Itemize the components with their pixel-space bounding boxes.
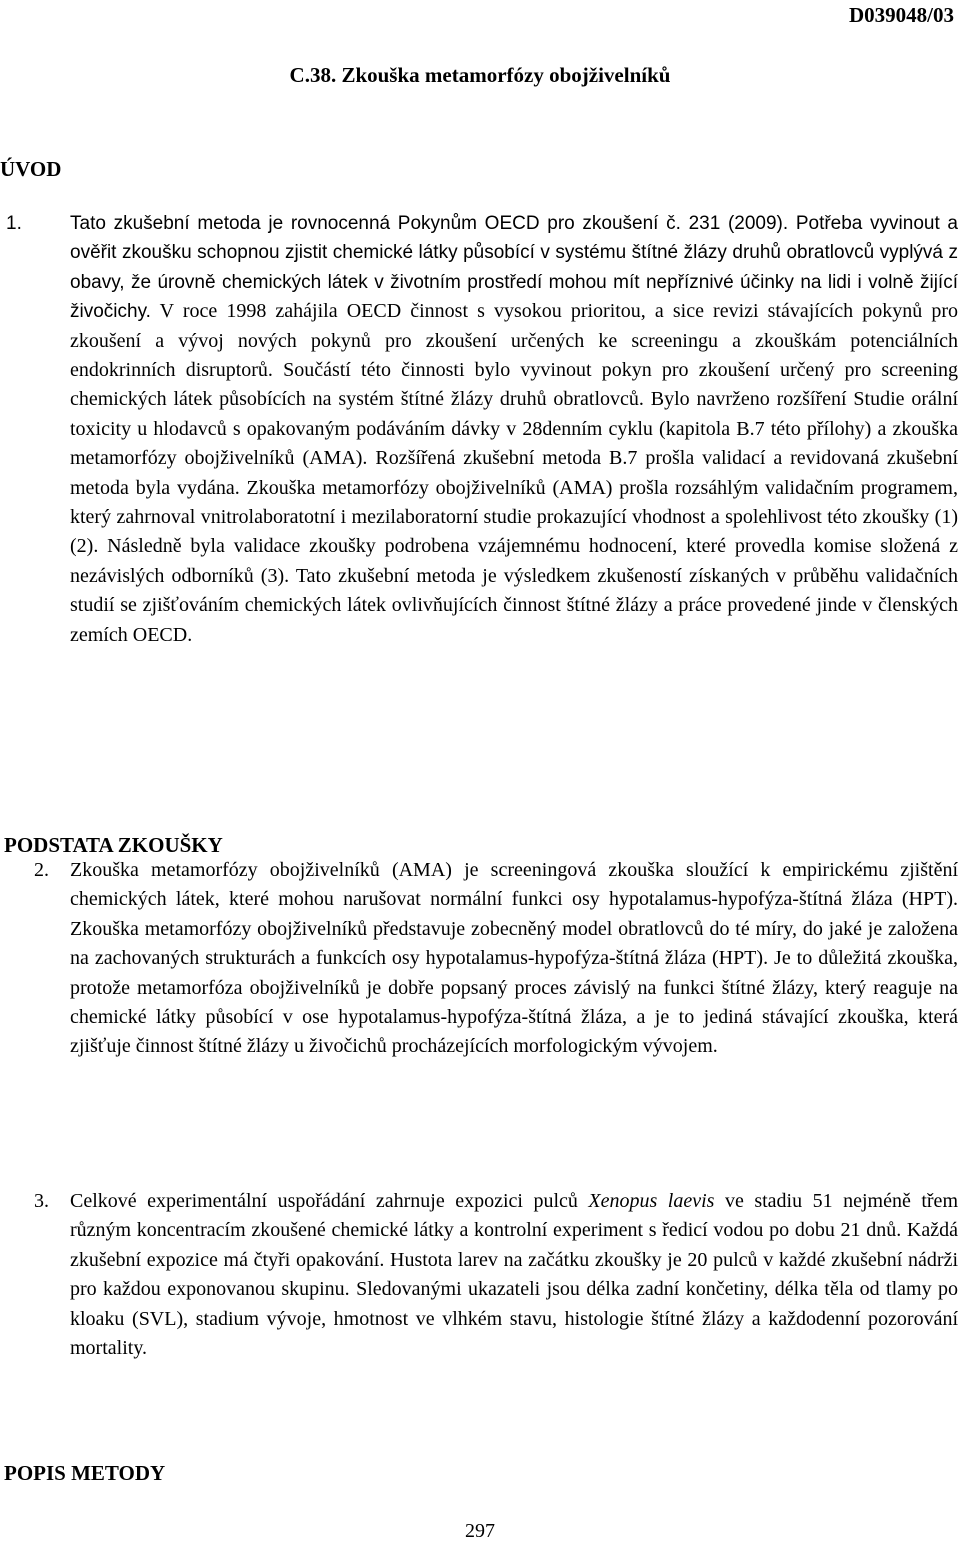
page-title: C.38. Zkouška metamorfózy obojživelníků <box>289 63 671 87</box>
paragraph-text: Celkové experimentální uspořádání zahrnuje expozici pulců <box>70 1190 589 1212</box>
paragraph-number: 1. <box>6 213 22 234</box>
paragraph-3 <box>34 1187 958 1363</box>
paragraph-number: 2. <box>34 859 49 881</box>
paragraph-2 <box>34 856 958 1062</box>
document-id: D039048/03 <box>849 3 954 27</box>
paragraph-text-continued: V roce 1998 zahájila OECD činnost s vysokou prioritou, a sice revizi stávajících pokynů pro zkoušení a vývoj nových pokynů pro zkoušení určených ke screeningu a zkouškám potenciálních endokrinních disruptorů. Součástí této činnosti bylo vyvinout pokyn pro zkoušení určený pro screening chemických látek působících na systém štítné žlázy druhů obratlovců. Bylo navrženo rozšíření Studie orální toxicity u hlodavců s opakovaným podáváním dávky v 28denním cyklu (kapitola B.7 této přílohy) a zkouška metamorfózy obojživelníků (AMA). Rozšířená zkušební metoda B.7 prošla validací a revidovaná zkušební metoda byla vydána. Zkouška metamorfózy obojživelníků (AMA) prošla rozsáhlým validačním programem, který zahrnoval vnitrolaboratotní i mezilaboratorní studie prokazující vhodnost a spolehlivost této zkoušky (1)(2). Následně byla validace zkoušky podrobena vzájemnému hodnocení, které provedla komise složená z nezávislých odborníků (3). Tato zkušební metoda je výsledkem zkušeností získaných v průběhu validačních studií se zjišťováním chemických látek ovlivňujících činnost štítné žlázy a práce provedené jinde v členských zemích OECD. <box>70 300 958 646</box>
section-heading-uvod: ÚVOD <box>0 157 62 181</box>
paragraph-text: Tato zkušební metoda je rovnocenná Pokynům OECD pro zkoušení č. 231 (2009). Potřeba vyvinout a ověřit zkoušku schopnou zjistit chemické látky působící v systému štítné žlázy druhů obratlovců vyplývá z obavy, že úrovně chemických látek v životním prostředí mohou mít nepříznivé účinky na lidi i volně žijící živočichy. <box>70 213 958 323</box>
paragraph-1 <box>6 209 958 650</box>
paragraph-text-continued: ve stadiu 51 nejméně třem různým koncentracím zkoušené chemické látky a kontrolní experiment s ředicí vodou po dobu 21 dnů. Každá zkušební expozice má čtyři opakování. Hustota larev na začátku zkoušky je 20 pulců v každé zkušební nádrži pro každou exponovanou skupinu. Sledovanými ukazateli jsou délka zadní končetiny, délka těla od tlamy po kloaku (SVL), stadium vývoje, hmotnost ve vlhkém stavu, histologie štítné žlázy a každodenní pozorování mortality. <box>70 1190 958 1360</box>
section-heading-podstata: PODSTATA ZKOUŠKY <box>4 833 223 857</box>
page-number: 297 <box>465 1520 495 1542</box>
paragraph-number: 3. <box>34 1190 49 1212</box>
species-name: Xenopus laevis <box>588 1190 715 1212</box>
section-heading-popis: POPIS METODY <box>4 1461 166 1485</box>
paragraph-text: Zkouška metamorfózy obojživelníků (AMA) je screeningová zkouška sloužící k empirickému zjištění chemických látek, které mohou narušovat normální funkci osy hypotalamus-hypofýza-štítná žláza (HPT). Zkouška metamorfózy obojživelníků představuje zobecněný model obratlovců do té míry, do jaké je založena na zachovaných strukturách a funkcích osy hypotalamus-hypofýza-štítná žláza (HPT). Je to důležitá zkouška, protože metamorfóza obojživelníků je dobře popsaný proces závislý na funkci štítné žlázy, který reaguje na chemické látky působící v ose hypotalamus-hypofýza-štítná žláza, a je to jediná stávající zkouška, která zjišťuje činnost štítné žlázy u živočichů procházejících morfologickým vývojem. <box>70 859 958 1058</box>
